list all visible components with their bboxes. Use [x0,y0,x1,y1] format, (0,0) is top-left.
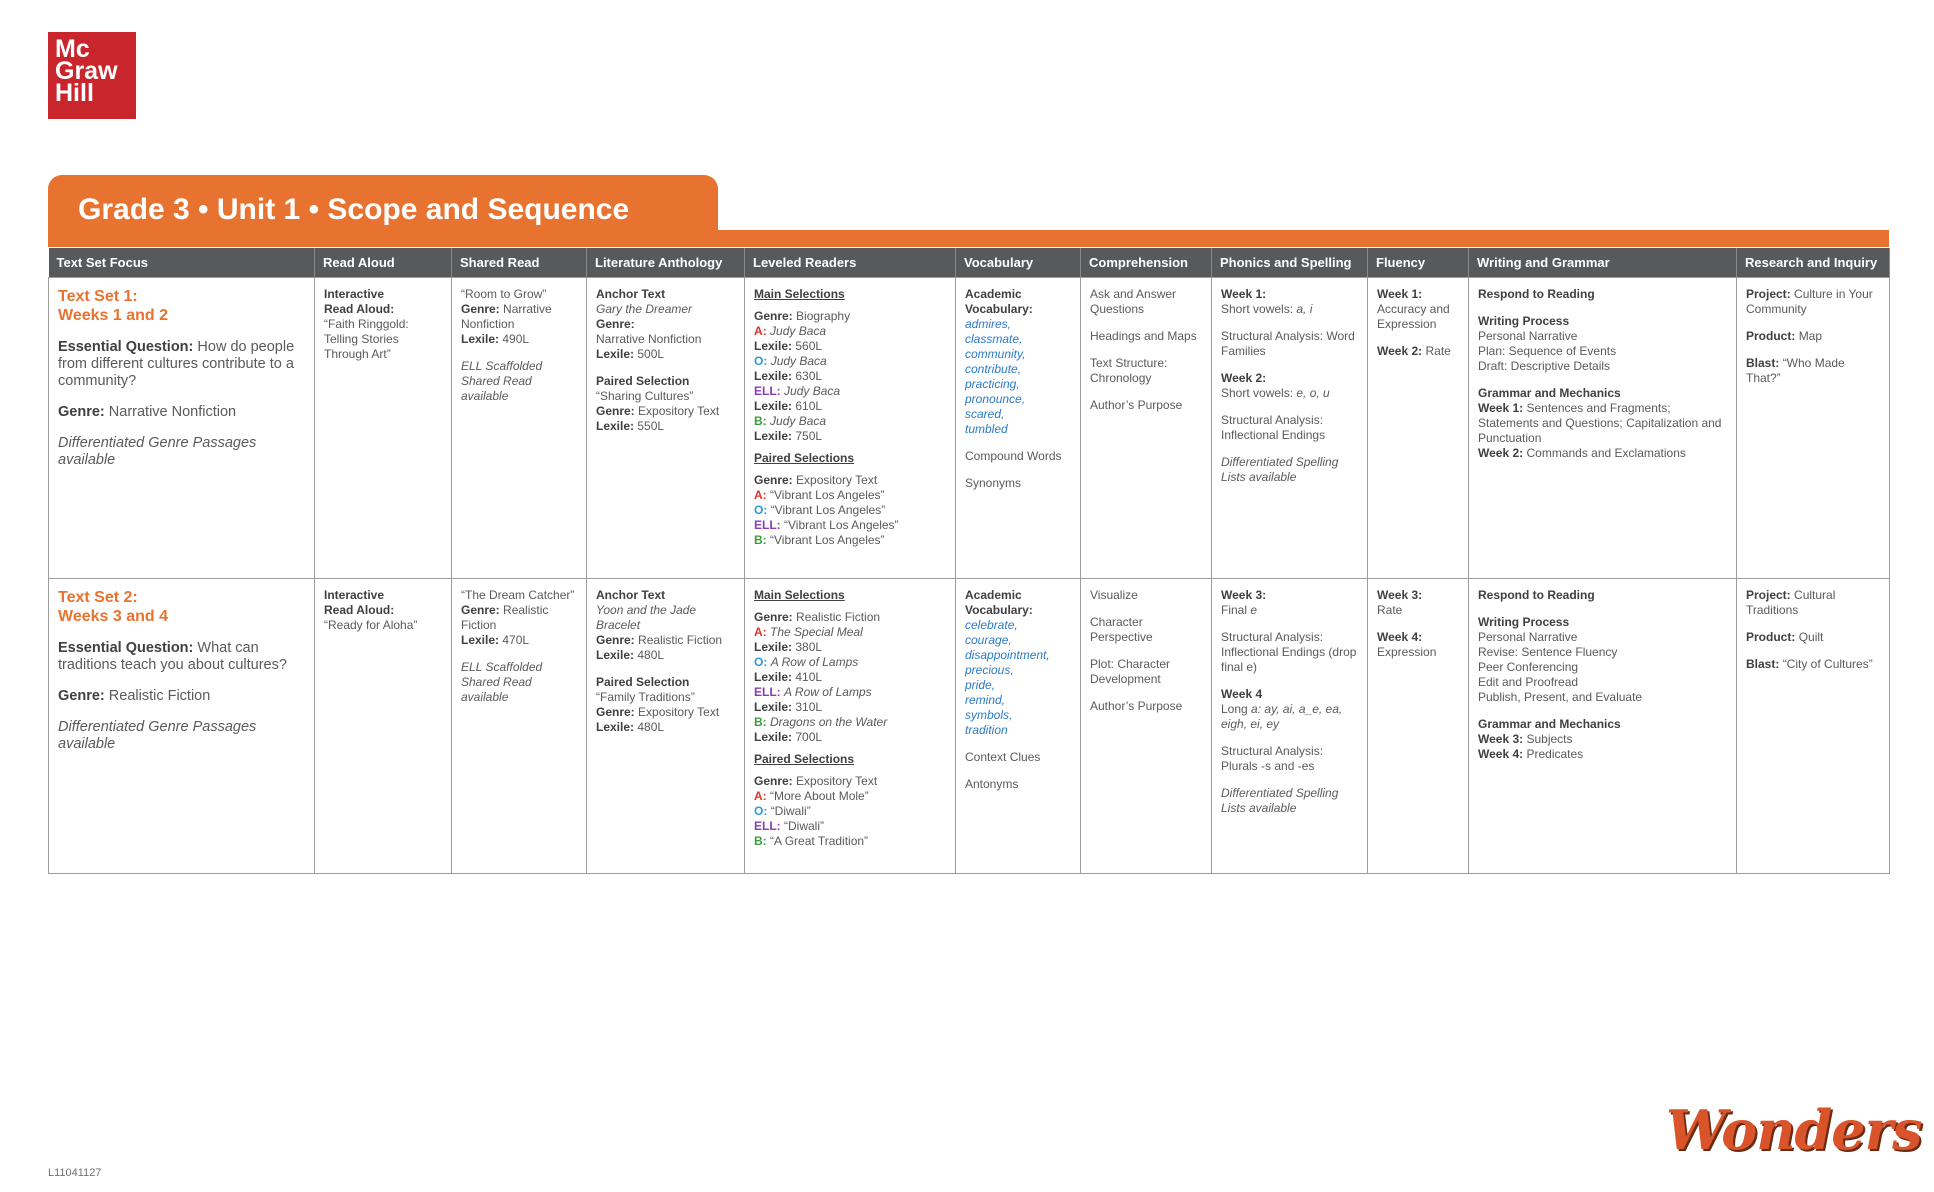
wonders-logo: Wonders [1666,1098,1922,1162]
comprehension-skill: Visualize [1090,588,1138,602]
lr-genre [754,610,946,625]
paired-selections-label: Paired Selections [754,752,855,766]
lexile-value: 500L [637,347,665,361]
lexile-value: 750L [795,429,823,443]
ra-label: Interactive [324,588,385,602]
paired-selection [596,374,735,434]
lexile-label: Lexile: [754,339,793,353]
phonics-letters: a, i [1296,302,1313,316]
lexile-value: 610L [795,399,823,413]
paired-label: Paired Selection [596,675,690,689]
lr-paired [754,819,946,834]
vocab-word: tradition [965,723,1008,737]
project-label: Project: [1746,588,1791,602]
paired-selections-label: Paired Selections [754,451,855,465]
vocab-skill: Context Clues [965,750,1041,764]
lexile-value: 630L [795,369,823,383]
genre-value: Realistic Fiction [108,688,211,704]
respond-label: Respond to Reading [1478,588,1595,602]
week-label: Week 4: [1478,747,1524,761]
genre-value: Expository Text [638,404,720,418]
lr-paired [754,503,946,518]
vocab-word: remind, [965,693,1006,707]
writing-line: Personal Narrative [1478,329,1578,343]
lr-title: The Special Meal [770,625,863,639]
phonics-cell [1212,278,1368,579]
col-header: Shared Read [452,248,587,278]
phonics-skill: Final [1221,603,1248,617]
writing-cell [1469,579,1737,874]
genre [58,404,305,421]
lr-item [754,384,946,414]
phonics-cell [1212,579,1368,874]
differentiated-note: Differentiated Genre Passages available [58,435,257,468]
genre-value: Realistic Fiction [461,603,549,632]
read-aloud-cell [315,278,452,579]
genre [58,688,305,705]
differentiated-note: Differentiated Spelling Lists available [1221,455,1339,484]
col-header: Leveled Readers [745,248,956,278]
lexile-value: 380L [795,640,823,654]
week-block [1377,344,1459,359]
comprehension-skill: Plot: Character Development [1090,657,1171,686]
genre-label: Genre: [754,774,793,788]
level-tag: O: [754,804,768,818]
set-label: Text Set 1: [58,288,138,305]
ra-title: “Ready for Aloha” [324,618,418,632]
level-tag: ELL: [754,819,781,833]
genre-label: Genre: [754,473,793,487]
comprehension-cell [1081,579,1212,874]
research-product [1746,329,1880,344]
lexile-label: Lexile: [596,419,635,433]
vocab-word: courage, [965,633,1012,647]
col-header: Research and Inquiry [1737,248,1890,278]
text-set-focus-cell [49,579,315,874]
paired-selection [596,675,735,735]
blast-value: “Who Made That?” [1746,356,1845,385]
scope-sequence-table [48,248,1889,874]
lexile-label: Lexile: [754,730,793,744]
week-label: Week 4: [1377,630,1423,644]
respond-label: Respond to Reading [1478,287,1595,301]
eq-label: Essential Question: [58,640,194,656]
genre-value: Narrative Nonfiction [596,332,702,346]
lr-title: “Vibrant Los Angeles” [770,488,885,502]
phonics-skill: Short vowels: [1221,386,1294,400]
level-tag: O: [754,354,768,368]
blast-value: “City of Cultures” [1782,657,1873,671]
vocab-label: Vocabulary: [965,603,1033,617]
essential-question [58,640,305,674]
grammar-label: Grammar and Mechanics [1478,717,1621,731]
level-tag: B: [754,834,767,848]
lexile-value: 490L [502,332,530,346]
anchor-label: Anchor Text [596,588,666,602]
vocabulary-cell [956,579,1081,874]
project-value: Culture in Your Community [1746,287,1873,316]
week-label: Week 1: [1221,287,1267,301]
product-label: Product: [1746,329,1796,343]
week-block [1221,371,1358,401]
lr-item [754,625,946,655]
genre-label: Genre: [461,603,500,617]
eq-label: Essential Question: [58,339,194,355]
vocab-label: Vocabulary: [965,302,1033,316]
lr-genre [754,309,946,324]
lr-title: Judy Baca [770,324,827,338]
writing-line: Personal Narrative [1478,630,1578,644]
col-header: Text Set Focus [49,248,315,278]
grammar-topic: Commands and Exclamations [1526,446,1686,460]
week-label: Week 1: [1377,287,1423,301]
comprehension-skill: Character Perspective [1090,615,1153,644]
lr-title: “Diwali” [770,804,811,818]
lexile-label: Lexile: [596,648,635,662]
set-weeks: Weeks 3 and 4 [58,608,168,625]
lexile-value: 560L [795,339,823,353]
lr-item [754,414,946,444]
grammar-block [1478,717,1727,762]
lr-paired [754,533,946,548]
week-label: Week 2: [1478,446,1524,460]
col-header: Writing and Grammar [1469,248,1737,278]
anthology-cell [587,579,745,874]
research-blast [1746,356,1880,386]
title-bar [48,230,1889,247]
blast-label: Blast: [1746,657,1780,671]
genre-label: Genre: [596,317,635,331]
lexile-value: 480L [637,648,665,662]
genre-value: Expository Text [796,473,878,487]
genre-value: Expository Text [638,705,720,719]
table-row [49,278,1890,579]
genre-value: Narrative Nonfiction [108,404,237,420]
genre-value: Realistic Fiction [638,633,723,647]
level-tag: B: [754,533,767,547]
text-set-focus-cell [49,278,315,579]
level-tag: B: [754,715,767,729]
level-tag: ELL: [754,685,781,699]
read-aloud-cell [315,579,452,874]
genre-value: Realistic Fiction [796,610,881,624]
comprehension-skill: Text Structure: Chronology [1090,356,1168,385]
lexile-label: Lexile: [596,720,635,734]
lr-title: A Row of Lamps [770,655,859,669]
header-row [49,248,1890,278]
lr-title: Judy Baca [770,414,827,428]
fluency-skill: Rate [1377,603,1403,617]
col-header: Fluency [1368,248,1469,278]
vocab-word: contribute, [965,362,1022,376]
vocab-word: precious, [965,663,1014,677]
main-selections-label: Main Selections [754,588,845,602]
ell-note: ELL Scaffolded Shared Read available [461,660,543,704]
vocab-word: community, [965,347,1026,361]
logo-line-2: Graw [55,57,118,85]
essential-question [58,339,305,390]
lr-paired [754,789,946,804]
week-label: Week 3: [1478,732,1524,746]
process-label: Writing Process [1478,615,1570,629]
lr-title: A Row of Lamps [784,685,872,699]
week-label: Week 1: [1478,401,1524,415]
text-set-title [58,287,305,325]
col-header: Comprehension [1081,248,1212,278]
lexile-label: Lexile: [754,399,793,413]
leveled-readers-cell [745,579,956,874]
product-value: Quilt [1798,630,1824,644]
logo-line-1: Mc [55,35,90,63]
research-project [1746,588,1880,618]
anchor-title: Gary the Dreamer [596,302,693,316]
genre-value: Expository Text [796,774,878,788]
lr-item [754,685,946,715]
genre-label: Genre: [596,633,635,647]
lr-title: “Diwali” [784,819,825,833]
lr-title: “Vibrant Los Angeles” [770,533,885,547]
vocab-word: pride, [965,678,996,692]
comprehension-skill: Author’s Purpose [1090,398,1183,412]
set-label: Text Set 2: [58,589,138,606]
research-blast [1746,657,1880,672]
comprehension-skill: Author’s Purpose [1090,699,1183,713]
lexile-label: Lexile: [596,347,635,361]
lr-title: “Vibrant Los Angeles” [784,518,899,532]
vocab-word: scared, [965,407,1005,421]
lexile-value: 700L [795,730,823,744]
page-title: Grade 3 • Unit 1 • Scope and Sequence [78,193,630,226]
genre-value: Narrative Nonfiction [461,302,552,331]
vocab-word: celebrate, [965,618,1018,632]
ell-note: ELL Scaffolded Shared Read available [461,359,543,403]
level-tag: ELL: [754,518,781,532]
shared-title: “The Dream Catcher” [461,588,575,602]
eq-text: What can traditions teach you about cultures? [58,640,287,673]
week-label: Week 4 [1221,687,1263,701]
ra-title: “Faith Ringgold: Telling Stories Through Art” [324,317,409,361]
vocab-skill: Synonyms [965,476,1022,490]
level-tag: A: [754,324,767,338]
footer-code: L11041127 [48,1167,102,1179]
lr-paired [754,804,946,819]
phonics-skill: Short vowels: [1221,302,1294,316]
col-header: Phonics and Spelling [1212,248,1368,278]
comprehension-skill: Headings and Maps [1090,329,1197,343]
col-header: Literature Anthology [587,248,745,278]
differentiated-note: Differentiated Spelling Lists available [1221,786,1339,815]
phonics-letters: e [1250,603,1258,617]
grammar-topic: Sentences and Fragments; Statements and Questions; Capitalization and Punctuation [1478,401,1722,445]
writing-process [1478,314,1727,374]
table-row [49,579,1890,874]
vocab-word: pronounce, [965,392,1026,406]
paired-label: Paired Selection [596,374,690,388]
lexile-value: 480L [637,720,665,734]
lexile-label: Lexile: [754,369,793,383]
writing-process [1478,615,1727,705]
lr-item [754,655,946,685]
anchor-label: Anchor Text [596,287,666,301]
fluency-skill: Accuracy and Expression [1377,302,1450,331]
lr-paired [754,834,946,849]
ra-label: Read Aloud: [324,302,395,316]
grammar-topic: Subjects [1526,732,1573,746]
level-tag: B: [754,414,767,428]
writing-cell [1469,278,1737,579]
phonics-letters: a: ay, ai, a_e, ea, eigh, ei, ey [1221,702,1343,731]
lr-title: “More About Mole” [770,789,869,803]
lr-title: Judy Baca [784,384,841,398]
lexile-label: Lexile: [754,429,793,443]
mcgraw-hill-logo [48,32,136,119]
shared-read-cell [452,579,587,874]
genre-value: Biography [796,309,851,323]
week-block [1221,687,1358,732]
lr-genre [754,774,946,789]
lr-title: “A Great Tradition” [770,834,869,848]
grammar-topic: Predicates [1526,747,1584,761]
lr-genre [754,473,946,488]
col-header: Read Aloud [315,248,452,278]
research-cell [1737,278,1890,579]
anthology-cell [587,278,745,579]
writing-line: Plan: Sequence of Events [1478,344,1617,358]
lr-title: Dragons on the Water [770,715,888,729]
anchor-title: Yoon and the Jade Bracelet [596,603,697,632]
vocab-word: tumbled [965,422,1008,436]
set-weeks: Weeks 1 and 2 [58,307,168,324]
lexile-label: Lexile: [754,670,793,684]
shared-read-cell [452,278,587,579]
level-tag: O: [754,655,768,669]
process-label: Writing Process [1478,314,1570,328]
product-value: Map [1798,329,1823,343]
comprehension-cell [1081,278,1212,579]
vocab-label: Academic [965,588,1022,602]
lexile-value: 470L [502,633,530,647]
differentiated-note: Differentiated Genre Passages available [58,719,257,752]
lexile-label: Lexile: [754,640,793,654]
phonics-letters: e, o, u [1296,386,1330,400]
grammar-label: Grammar and Mechanics [1478,386,1621,400]
vocab-word: classmate, [965,332,1023,346]
phonics-skill: Long [1221,702,1248,716]
genre-label: Genre: [58,688,105,704]
research-product [1746,630,1880,645]
vocab-word: symbols, [965,708,1013,722]
lr-paired [754,518,946,533]
blast-label: Blast: [1746,356,1780,370]
genre-label: Genre: [754,610,793,624]
leveled-readers-cell [745,278,956,579]
structural-analysis: Structural Analysis: Word Families [1221,329,1355,358]
product-label: Product: [1746,630,1796,644]
col-header: Vocabulary [956,248,1081,278]
lexile-value: 550L [637,419,665,433]
lexile-label: Lexile: [754,700,793,714]
writing-line: Revise: Sentence Fluency [1478,645,1618,659]
lr-title: “Vibrant Los Angeles” [770,503,886,517]
genre-label: Genre: [754,309,793,323]
structural-analysis: Structural Analysis: Inflectional Endings [1221,413,1326,442]
shared-title: “Room to Grow” [461,287,547,301]
level-tag: A: [754,789,767,803]
writing-line: Peer Conferencing [1478,660,1579,674]
main-selections-label: Main Selections [754,287,845,301]
structural-analysis: Structural Analysis: Plurals -s and -es [1221,744,1324,773]
ra-label: Interactive [324,287,385,301]
lexile-label: Lexile: [461,633,500,647]
week-label: Week 2: [1221,371,1267,385]
fluency-skill: Rate [1425,344,1451,358]
lexile-label: Lexile: [461,332,500,346]
fluency-cell [1368,579,1469,874]
level-tag: A: [754,625,767,639]
vocab-label: Academic [965,287,1022,301]
writing-line: Draft: Descriptive Details [1478,359,1611,373]
lr-title: Judy Baca [770,354,827,368]
fluency-cell [1368,278,1469,579]
lr-item [754,715,946,745]
lr-item [754,324,946,354]
comprehension-skill: Ask and Answer Questions [1090,287,1177,316]
paired-title: “Sharing Cultures” [596,389,694,403]
genre-label: Genre: [596,404,635,418]
writing-line: Publish, Present, and Evaluate [1478,690,1643,704]
week-label: Week 2: [1377,344,1423,358]
lexile-value: 410L [795,670,823,684]
fluency-skill: Expression [1377,645,1437,659]
genre-label: Genre: [461,302,500,316]
structural-analysis: Structural Analysis: Inflectional Endings (drop final e) [1221,630,1357,674]
writing-line: Edit and Proofread [1478,675,1579,689]
research-cell [1737,579,1890,874]
week-label: Week 3: [1377,588,1423,602]
level-tag: ELL: [754,384,781,398]
lr-paired [754,488,946,503]
project-label: Project: [1746,287,1791,301]
genre-label: Genre: [596,705,635,719]
text-set-title [58,588,305,626]
logo-line-3: Hill [55,79,94,107]
level-tag: A: [754,488,767,502]
lexile-value: 310L [795,700,823,714]
vocabulary-cell [956,278,1081,579]
eq-text: How do people from different cultures contribute to a community? [58,339,295,389]
vocab-word: practicing, [965,377,1020,391]
research-project [1746,287,1880,317]
vocab-word: disappointment, [965,648,1050,662]
vocab-skill: Compound Words [965,449,1062,463]
genre-label: Genre: [58,404,105,420]
grammar-block [1478,386,1727,461]
week-label: Week 3: [1221,588,1267,602]
level-tag: O: [754,503,768,517]
project-value: Cultural Traditions [1746,588,1836,617]
paired-title: “Family Traditions” [596,690,695,704]
week-block [1377,630,1459,660]
vocab-skill: Antonyms [965,777,1019,791]
ra-label: Read Aloud: [324,603,395,617]
lr-item [754,354,946,384]
vocab-word: admires, [965,317,1012,331]
